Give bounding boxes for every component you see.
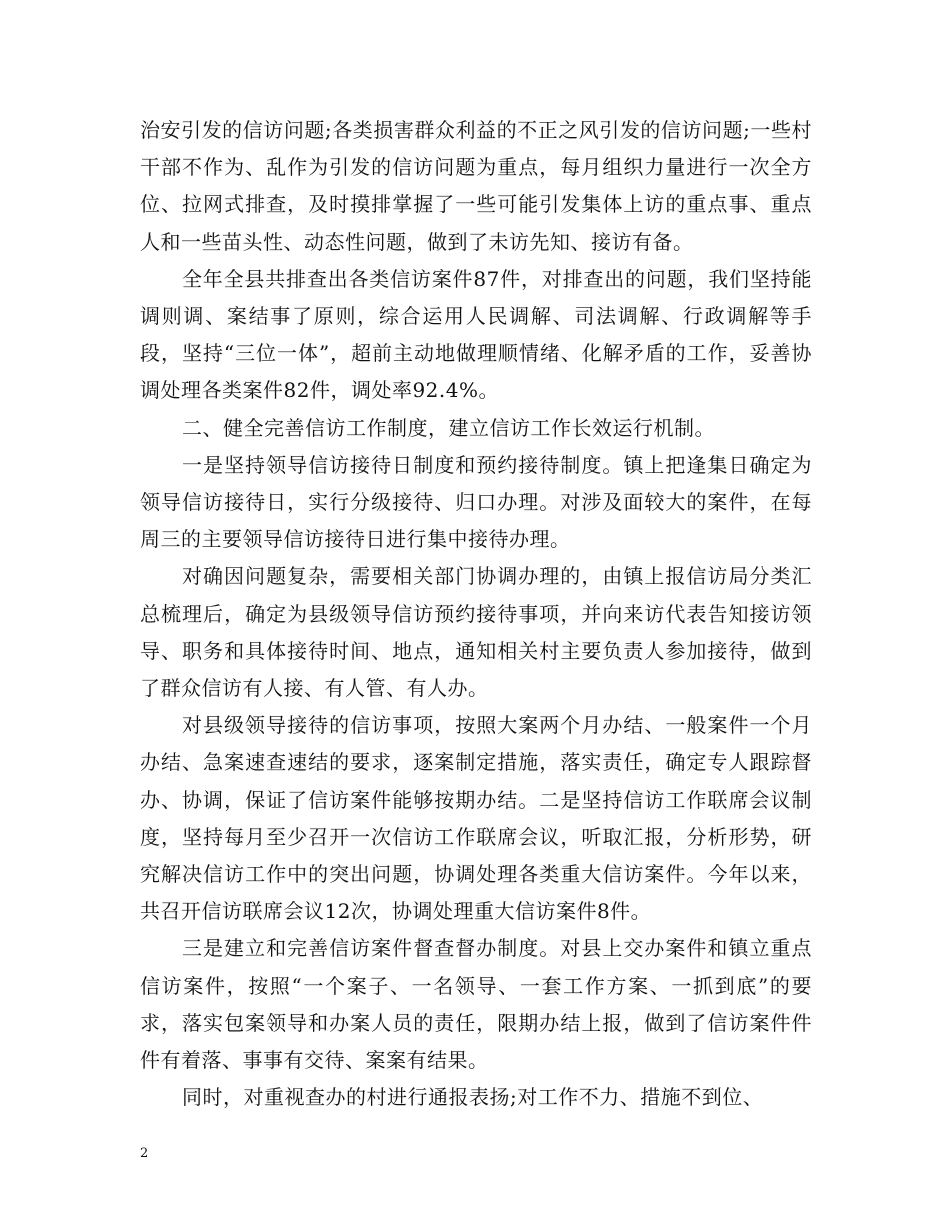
paragraph-4: 一是坚持领导信访接待日制度和预约接待制度。镇上把逢集日确定为领导信访接待日，实行分级接待、归口办理。对涉及面较大的案件，在每周三的主要领导信访接待日进行集中接待办理。 (140, 452, 812, 552)
paragraph-5: 对确因问题复杂，需要相关部门协调办理的，由镇上报信访局分类汇总梳理后，确定为县级领导信访预约接待事项，并向来访代表告知接访领导、职务和具体接待时间、地点，通知相关村主要负责人参加接待，做到了群众信访有人接、有人管、有人办。 (140, 564, 812, 701)
paragraph-6: 对县级领导接待的信访事项，按照大案两个月办结、一般案件一个月办结、急案速查速结的要求，逐案制定措施，落实责任，确定专人跟踪督办、协调，保证了信访案件能够按期办结。二是坚持信访工作联席会议制度，坚持每月至少召开一次信访工作联席会议，听取汇报，分析形势，研究解决信访工作中的突出问题，协调处理各类重大信访案件。今年以来，共召开信访联席会议12次，协调处理重大信访案件8件。 (140, 713, 812, 924)
paragraph-7: 三是建立和完善信访案件督查督办制度。对县上交办案件和镇立重点信访案件，按照“一个案子、一名领导、一套工作方案、一抓到底”的要求，落实包案领导和办案人员的责任，限期办结上报，做到了信访案件件件有着落、事事有交待、案案有结果。 (140, 936, 812, 1073)
body-text (140, 112, 812, 1116)
paragraph-3: 二、健全完善信访工作制度，建立信访工作长效运行机制。 (182, 415, 715, 440)
paragraph-8: 同时，对重视查办的村进行通报表扬;对工作不力、措施不到位、 (182, 1085, 764, 1110)
paragraph-2: 全年全县共排查出各类信访案件87件，对排查出的问题，我们坚持能调则调、案结事了原则，综合运用人民调解、司法调解、行政调解等手段，坚持“三位一体”，超前主动地做理顺情绪、化解矛盾的工作，妥善协调处理各类案件82件，调处率92.4%。 (140, 266, 812, 403)
paragraph-1: 治安引发的信访问题;各类损害群众利益的不正之风引发的信访问题;一些村干部不作为、乱作为引发的信访问题为重点，每月组织力量进行一次全方位、拉网式排查，及时摸排掌握了一些可能引发集体上访的重点事、重点人和一些苗头性、动态性问题，做到了未访先知、接访有备。 (140, 118, 812, 254)
page-number: 2 (140, 1146, 149, 1161)
